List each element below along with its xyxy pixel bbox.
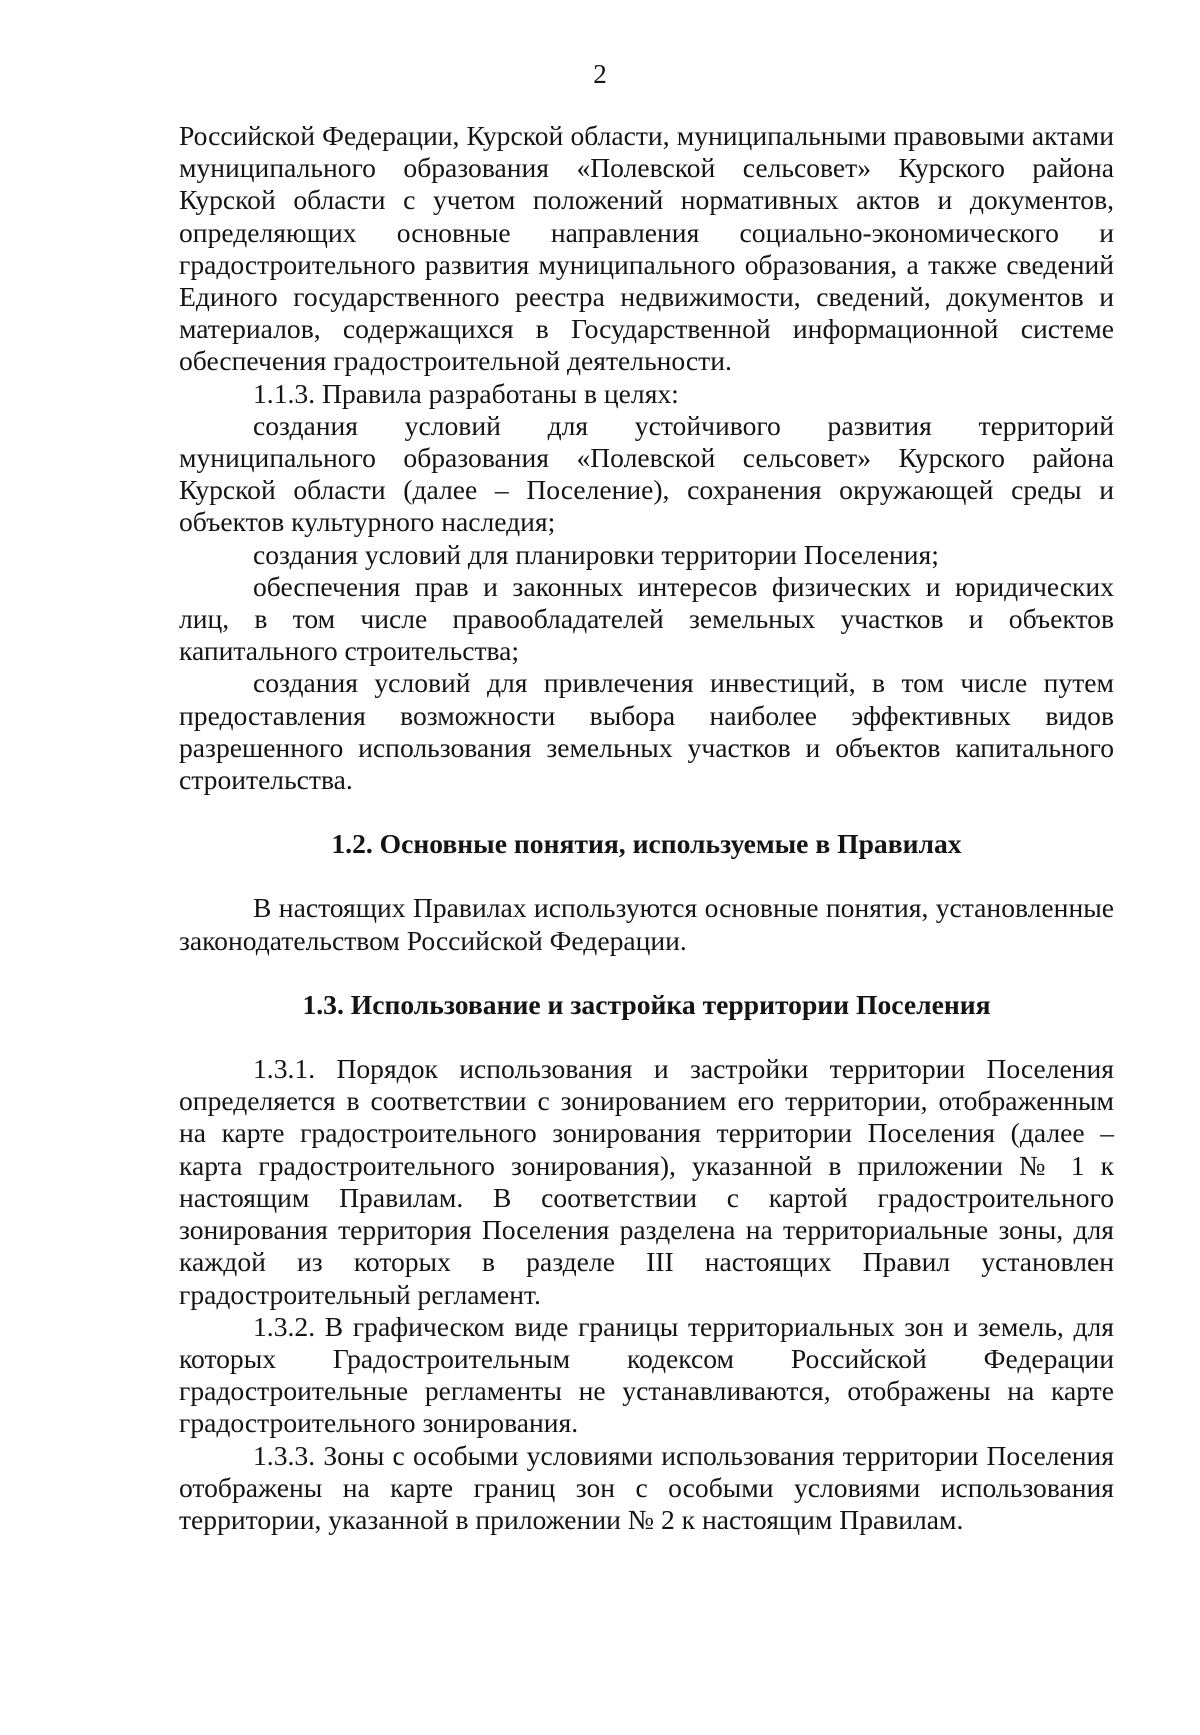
- intro-paragraph: Российской Федерации, Курской области, муниципальными правовыми актами муниципального образования «Полевской сельсовет» Курского района Курской области с учетом положений нормативных актов и документов, определяющих основные направления социально-экономического и градостроительного развития муниципального образования, а также сведений Единого государственного реестра недвижимости, сведений, документов и материалов, содержащихся в Государственной информационной системе обеспечения градостроительной деятельности.: [179, 120, 1114, 377]
- section-1-3-heading: 1.3. Использование и застройка территории Поселения: [302, 988, 991, 1020]
- goal-item: создания условий для планировки территории Поселения;: [253, 538, 939, 570]
- section-1-2-text: В настоящих Правилах используются основные понятия, установленные законодательством Российской Федерации.: [179, 892, 1114, 956]
- section-1-2-heading: 1.2. Основные понятия, используемые в Правилах: [331, 828, 962, 860]
- section-1-1-3-lead: 1.1.3. Правила разработаны в целях:: [253, 377, 679, 409]
- goal-item: создания условий для устойчивого развития территорий муниципального образования «Полевской сельсовет» Курского района Курской области (далее – Поселение), сохранения окружающей среды и объектов культурного наследия;: [179, 409, 1114, 538]
- document-body: [179, 120, 1114, 1536]
- section-1-3-paragraph: 1.3.3. Зоны с особыми условиями использования территории Поселения отображены на карте границ зон с особыми условиями использования территории, указанной в приложении № 2 к настоящим Правилам.: [179, 1439, 1114, 1535]
- goal-item: создания условий для привлечения инвестиций, в том числе путем предоставления возможности выбора наиболее эффективных видов разрешенного использования земельных участков и объектов капитального строительства.: [179, 667, 1114, 796]
- page-number: 2: [593, 59, 607, 89]
- section-1-3-paragraph: 1.3.1. Порядок использования и застройки территории Поселения определяется в соответствии с зонированием его территории, отображенным на карте градостроительного зонирования территории Поселения (далее – карта градостроительного зонирования), указанной в приложении № 1 к настоящим Правилам. В соответствии с картой градостроительного зонирования территория Поселения разделена на территориальные зоны, для каждой из которых в разделе III настоящих Правил установлен градостроительный регламент.: [179, 1053, 1114, 1310]
- goal-item: обеспечения прав и законных интересов физических и юридических лиц, в том числе правообладателей земельных участков и объектов капитального строительства;: [179, 570, 1114, 667]
- section-1-3-paragraph: 1.3.2. В графическом виде границы территориальных зон и земель, для которых Градостроительным кодексом Российской Федерации градостроительные регламенты не устанавливаются, отображены на карте градостроительного зонирования.: [179, 1310, 1114, 1439]
